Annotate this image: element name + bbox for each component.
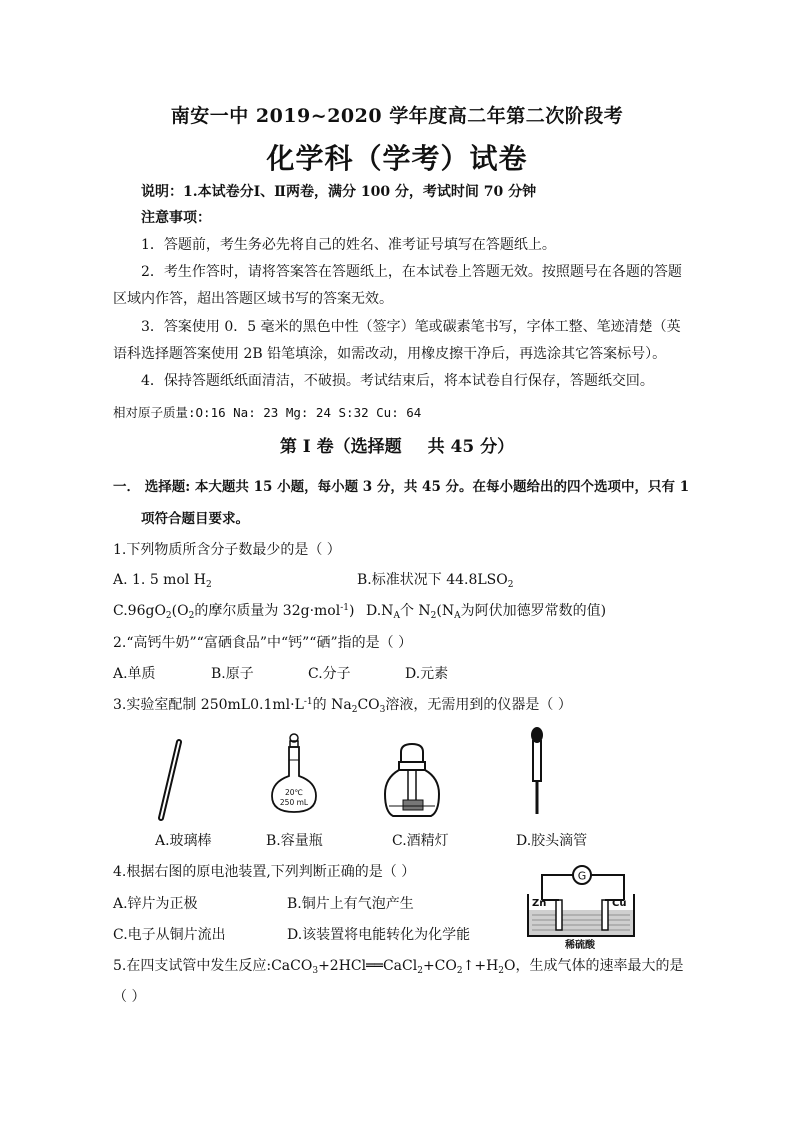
q3-option-c: C.酒精灯 bbox=[392, 833, 449, 849]
notice-item-2: 2．考生作答时，请将答案答在答题纸上，在本试卷上答题无效。按照题号在各题的答题 bbox=[141, 264, 682, 280]
q2-option-b: B.原子 bbox=[211, 666, 254, 682]
section-1-title bbox=[0, 438, 794, 456]
flask-temp-label: 20℃ bbox=[285, 788, 303, 797]
q4-option-b: B.铜片上有气泡产生 bbox=[287, 896, 414, 912]
q1-option-d: $D.N_A$个 $N_2(N_A$为阿伏加德罗常数的值) bbox=[366, 603, 607, 621]
notice-heading: 注意事项： bbox=[141, 210, 211, 226]
q3-option-d: D.胶头滴管 bbox=[516, 833, 588, 849]
exam-title-school: 南安一中 2019~2020 学年度高二年第二次阶段考 bbox=[170, 105, 624, 127]
alcohol-lamp-image bbox=[381, 742, 443, 820]
galvanic-cell-image bbox=[520, 860, 640, 950]
volumetric-flask-image bbox=[266, 732, 322, 816]
q5-stem-cont: （ ） bbox=[113, 989, 146, 1005]
q5-stem: 5.在四支试管中发生反应$:CaCO_3+2HCl══CaCl_2+CO_2↑+H_2O$，生成气体的速率最大的是 bbox=[113, 958, 684, 976]
q1-option-a: A. 1. 5 mol $H_2$ bbox=[113, 572, 212, 590]
glass-rod-image bbox=[152, 738, 188, 822]
exam-title-subject: 化学科（学考）试卷 bbox=[266, 142, 528, 175]
notice-item-2-cont: 区域内作答，超出答题区域书写的答案无效。 bbox=[113, 291, 393, 307]
section-1-title-a: 第 I 卷（选择题 bbox=[279, 437, 402, 457]
q1-option-c: $C.96gO_2(O_2$的摩尔质量为 32g·mol$^{-1}$) bbox=[113, 603, 355, 621]
section-1-desc: 一． 选择题: 本大题共 15 小题，每小题 3 分，共 45 分。在每小题给出的四个选项中，只有 1 bbox=[113, 479, 690, 495]
exam-note: 说明：1.本试卷分Ⅰ、Ⅱ两卷，满分 100 分，考试时间 70 分钟 bbox=[141, 184, 537, 200]
q3-stem: 3.实验室配制 $250mL0.1ml\cdot L^{-1}$的 $Na_2CO_3$溶液，无需用到的仪器是（ ） bbox=[113, 697, 572, 715]
notice-item-3: 3．答案使用 0．5 毫米的黑色中性（签字）笔或碳素笔书写，字体工整、笔迹清楚（英 bbox=[141, 319, 681, 335]
copper-label: Cu bbox=[612, 898, 627, 909]
section-1-title-b: 共 45 分） bbox=[427, 437, 515, 457]
notice-item-3-cont: 语科选择题答案使用 2B 铅笔填涂，如需改动，用橡皮擦干净后，再选涂其它答案标号）。 bbox=[113, 346, 667, 362]
q4-stem: 4.根据右图的原电池装置,下列判断正确的是（ ） bbox=[113, 864, 416, 880]
section-1-desc-cont: 项符合题目要求。 bbox=[141, 511, 249, 527]
dropper-image bbox=[522, 726, 552, 818]
q4-option-a: A.锌片为正极 bbox=[113, 896, 198, 912]
galvanometer-label: G bbox=[577, 869, 587, 883]
q2-option-d: D.元素 bbox=[405, 666, 449, 682]
atomic-mass: 相对原子质量:O:16 Na: 23 Mg: 24 S:32 Cu: 64 bbox=[113, 405, 422, 420]
q1-stem: 1.下列物质所含分子数最少的是（ ） bbox=[113, 542, 341, 558]
notice-item-4: 4．保持答题纸纸面清洁，不破损。考试结束后，将本试卷自行保存，答题纸交回。 bbox=[141, 373, 654, 389]
q4-option-c: C.电子从铜片流出 bbox=[113, 927, 226, 943]
zinc-label: Zn bbox=[532, 898, 547, 909]
q3-option-b: B.容量瓶 bbox=[266, 833, 323, 849]
q4-option-d: D.该装置将电能转化为化学能 bbox=[287, 927, 471, 943]
q1-option-b: B.标准状况下 $44.8LSO_2$ bbox=[357, 572, 514, 590]
notice-item-1: 1．答题前，考生务必先将自己的姓名、准考证号填写在答题纸上。 bbox=[141, 237, 556, 253]
acid-label: 稀硫酸 bbox=[565, 940, 595, 950]
flask-volume-label: 250 mL bbox=[279, 798, 309, 807]
q2-option-a: A.单质 bbox=[113, 666, 156, 682]
q2-option-c: C.分子 bbox=[308, 666, 351, 682]
q2-stem: 2.“高钙牛奶”“富硒食品”中“钙”“硒”指的是（ ） bbox=[113, 635, 413, 651]
q3-option-a: A.玻璃棒 bbox=[155, 833, 212, 849]
